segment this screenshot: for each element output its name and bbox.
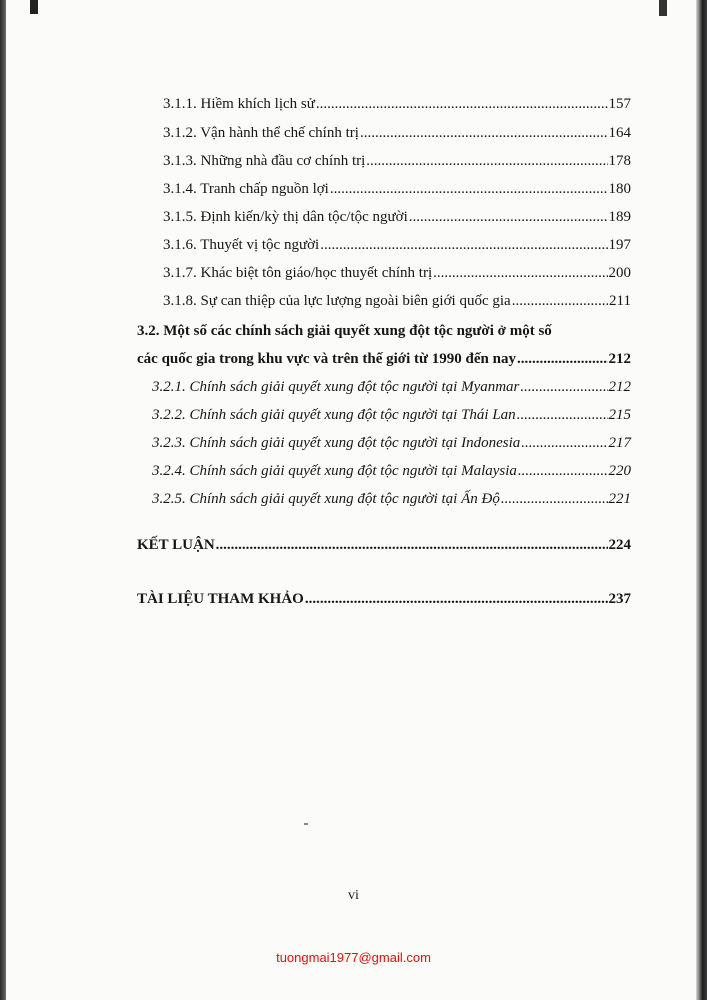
toc-page-number: 215: [608, 407, 631, 423]
scan-mark: [30, 0, 38, 14]
toc-page-number: 217: [608, 435, 631, 451]
toc-leader-dots: [521, 435, 607, 452]
scan-edge-left: [0, 0, 6, 1000]
toc-page-number: 220: [608, 463, 631, 479]
toc-leader-dots: [330, 181, 608, 198]
toc-leader-dots: [518, 463, 608, 480]
toc-leader-dots: [360, 125, 608, 142]
scan-edge-right: [696, 0, 707, 1000]
toc-page-number: 211: [609, 293, 631, 309]
toc-leader-dots: [320, 237, 607, 254]
toc-entry-label: 3.1.4. Tranh chấp nguồn lợi: [163, 181, 329, 197]
toc-leader-dots: [517, 407, 608, 424]
toc-entry-label: 3.2.1. Chính sách giải quyết xung đột tộc người tại Myanmar: [152, 379, 520, 395]
toc-page-number: 221: [608, 491, 631, 507]
toc-entry-3-2-4[interactable]: [152, 463, 631, 480]
scan-mark: [659, 0, 667, 16]
toc-entry-3-1-2[interactable]: [163, 125, 631, 142]
toc-entry-label: 3.1.3. Những nhà đầu cơ chính trị: [163, 153, 366, 169]
toc-leader-dots: [517, 351, 608, 368]
toc-entry-label: 3.1.2. Vận hành thể chế chính trị: [163, 125, 359, 141]
toc-leader-dots: [520, 379, 607, 396]
toc-entry-3-1-7[interactable]: [163, 265, 631, 282]
toc-entry-3-2-5[interactable]: [152, 491, 631, 508]
toc-entry-label: 3.1.8. Sự can thiệp của lực lượng ngoài biên giới quốc gia: [163, 293, 511, 309]
toc-page-number: 178: [608, 153, 631, 169]
toc-entry-label: 3.1.1. Hiềm khích lịch sử: [163, 96, 315, 112]
page-number: vi: [348, 888, 359, 903]
toc-heading-3-2-line1[interactable]: 3.2. Một số các chính sách giải quyết xung đột tộc người ở một số: [137, 323, 552, 339]
watermark-email: tuongmai1977@gmail.com: [276, 950, 431, 965]
toc-entry-conclusion[interactable]: [137, 537, 631, 554]
toc-entry-label: 3.2.5. Chính sách giải quyết xung đột tộc người tại Ấn Độ: [152, 491, 500, 507]
toc-leader-dots: [433, 265, 607, 282]
toc-leader-dots: [305, 591, 608, 608]
toc-entry-3-1-6[interactable]: [163, 237, 631, 254]
toc-page-number: 164: [608, 125, 631, 141]
toc-entry-label: KẾT LUẬN: [137, 537, 215, 553]
toc-leader-dots: [501, 491, 608, 508]
toc-entry-label: 3.2.3. Chính sách giải quyết xung đột tộc người tại Indonesia: [152, 435, 521, 451]
scan-speck: [304, 823, 308, 825]
toc-page-number: 180: [608, 181, 631, 197]
toc-entry-3-1-8[interactable]: [163, 293, 631, 310]
document-page: [6, 0, 696, 1000]
toc-page-number: 212: [608, 379, 631, 395]
toc-leader-dots: [366, 153, 607, 170]
toc-leader-dots: [512, 293, 608, 310]
toc-entry-label: 3.1.7. Khác biệt tôn giáo/học thuyết chính trị: [163, 265, 433, 281]
toc-entry-3-1-1[interactable]: [163, 96, 631, 113]
toc-page-number: 200: [608, 265, 631, 281]
toc-entry-3-1-4[interactable]: [163, 181, 631, 198]
toc-page-number: 224: [608, 537, 631, 553]
toc-entry-3-1-5[interactable]: [163, 209, 631, 226]
toc-page-number: 189: [608, 209, 631, 225]
toc-leader-dots: [409, 209, 608, 226]
toc-entry-references[interactable]: [137, 591, 631, 608]
toc-entry-3-2-2[interactable]: [152, 407, 631, 424]
toc-entry-label: 3.1.6. Thuyết vị tộc người: [163, 237, 320, 253]
toc-entry-3-2-3[interactable]: [152, 435, 631, 452]
toc-page-number: 212: [608, 351, 631, 367]
toc-page-number: 197: [608, 237, 631, 253]
toc-entry-label: các quốc gia trong khu vực và trên thế giới từ 1990 đến nay: [137, 351, 516, 367]
toc-leader-dots: [216, 537, 608, 554]
toc-entry-3-2-1[interactable]: [152, 379, 631, 396]
toc-page-number: 237: [608, 591, 631, 607]
toc-entry-label: 3.2.2. Chính sách giải quyết xung đột tộc người tại Thái Lan: [152, 407, 516, 423]
toc-entry-label: 3.2.4. Chính sách giải quyết xung đột tộc người tại Malaysia: [152, 463, 517, 479]
toc-leader-dots: [316, 96, 608, 113]
toc-entry-label: TÀI LIỆU THAM KHẢO: [137, 591, 304, 607]
toc-entry-label: 3.1.5. Định kiến/kỳ thị dân tộc/tộc người: [163, 209, 408, 225]
toc-entry-3-1-3[interactable]: [163, 153, 631, 170]
toc-heading-3-2-line2[interactable]: [137, 351, 631, 368]
toc-page-number: 157: [608, 96, 631, 112]
